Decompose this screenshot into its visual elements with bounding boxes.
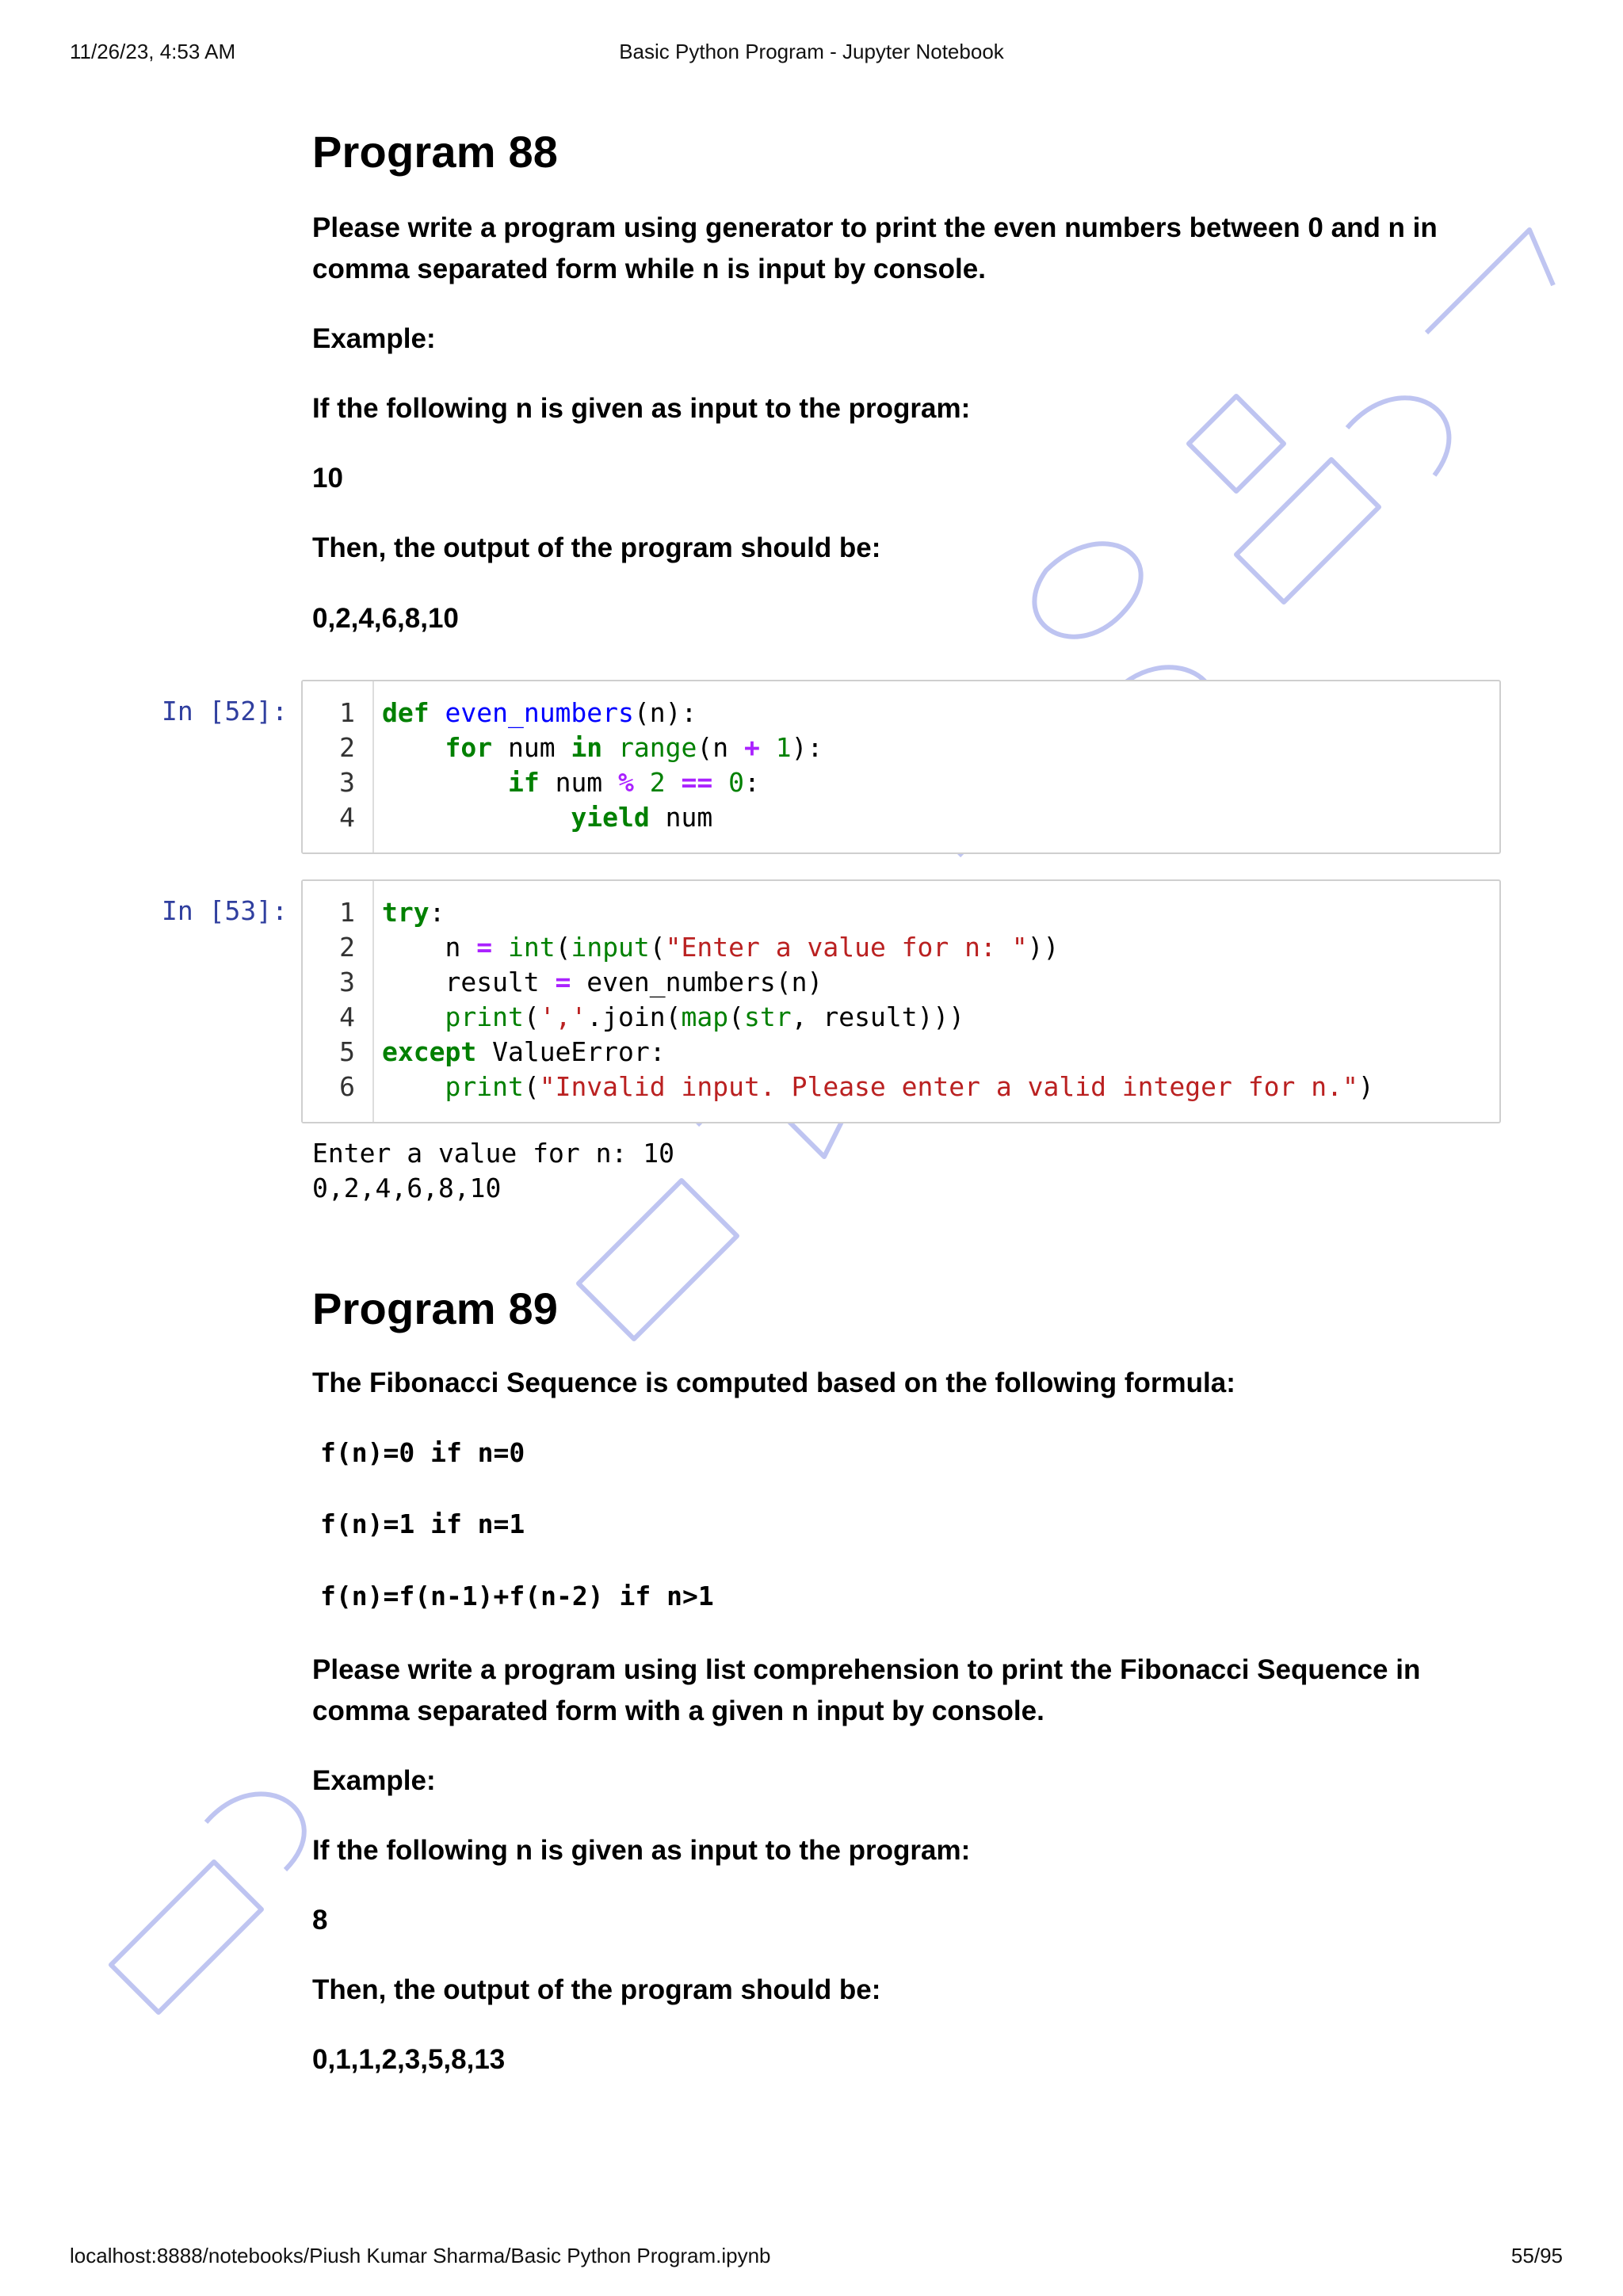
code-cell-53[interactable] — [301, 879, 1501, 1123]
line-number: 2 — [339, 732, 355, 763]
fibonacci-formula: f(n)=0 if n=0 — [320, 1437, 525, 1468]
fibonacci-formula: f(n)=1 if n=1 — [320, 1508, 525, 1539]
code-line[interactable]: result = even_numbers(n) — [382, 967, 823, 997]
program-89-input-intro: If the following n is given as input to the program: — [312, 1835, 971, 1866]
program-89-example-label: Example: — [312, 1765, 436, 1796]
print-footer-page-number: 55/95 — [1510, 2244, 1563, 2267]
line-number: 6 — [339, 1071, 355, 1102]
fibonacci-formula: f(n)=f(n-1)+f(n-2) if n>1 — [320, 1581, 714, 1611]
cell-53-prompt: In [53]: — [162, 895, 288, 926]
line-number: 5 — [339, 1036, 355, 1067]
code-line[interactable]: print("Invalid input. Please enter a valid integer for n.") — [445, 1071, 1374, 1102]
code-line[interactable]: def even_numbers(n): — [382, 697, 697, 728]
print-footer-url: localhost:8888/notebooks/Piush Kumar Sharma/Basic Python Program.ipynb — [70, 2244, 771, 2267]
print-header-datetime: 11/26/23, 4:53 AM — [70, 40, 236, 63]
program-88-output-intro: Then, the output of the program should be: — [312, 532, 881, 563]
code-line[interactable]: except ValueError: — [382, 1036, 666, 1067]
line-number: 4 — [339, 1001, 355, 1032]
code-cell-52[interactable] — [301, 680, 1501, 854]
cell-52-prompt: In [52]: — [162, 696, 288, 727]
program-89-input-value: 8 — [312, 1905, 328, 1936]
program-89-description: Please write a program using list comprehension to print the Fibonacci Sequence in comma separated form with a given n input by console. — [312, 1654, 1421, 1726]
line-number: 4 — [339, 802, 355, 833]
code-line[interactable]: yield num — [571, 802, 713, 833]
line-number: 2 — [339, 932, 355, 963]
program-88-input-intro: If the following n is given as input to the program: — [312, 393, 971, 424]
cell-53-output-line: Enter a value for n: 10 — [312, 1138, 674, 1169]
code-line[interactable]: for num in range(n + 1): — [445, 732, 823, 763]
code-line[interactable]: try: — [382, 897, 445, 928]
program-89-output-intro: Then, the output of the program should be: — [312, 1974, 881, 2005]
line-number: 3 — [339, 967, 355, 997]
program-88-heading: Program 88 — [312, 127, 559, 177]
line-number: 3 — [339, 767, 355, 798]
program-89-intro: The Fibonacci Sequence is computed based on the following formula: — [312, 1367, 1235, 1398]
code-line[interactable]: print(','.join(map(str, result))) — [445, 1001, 965, 1032]
program-88-output-value: 0,2,4,6,8,10 — [312, 603, 459, 634]
program-88-description: Please write a program using generator to print the even numbers between 0 and n in comma separated form while n is input by console. — [312, 212, 1438, 284]
code-line[interactable]: if num % 2 == 0: — [507, 767, 760, 798]
program-88-input-value: 10 — [312, 463, 343, 494]
program-89-output-value: 0,1,1,2,3,5,8,13 — [312, 2044, 506, 2075]
line-number: 1 — [339, 697, 355, 728]
line-number: 1 — [339, 897, 355, 928]
cell-53-output-line: 0,2,4,6,8,10 — [312, 1173, 502, 1203]
program-88-example-label: Example: — [312, 323, 436, 354]
program-89-heading: Program 89 — [312, 1283, 559, 1333]
code-line[interactable]: n = int(input("Enter a value for n: ")) — [382, 932, 1060, 963]
print-header-title: Basic Python Program - Jupyter Notebook — [619, 40, 1004, 63]
